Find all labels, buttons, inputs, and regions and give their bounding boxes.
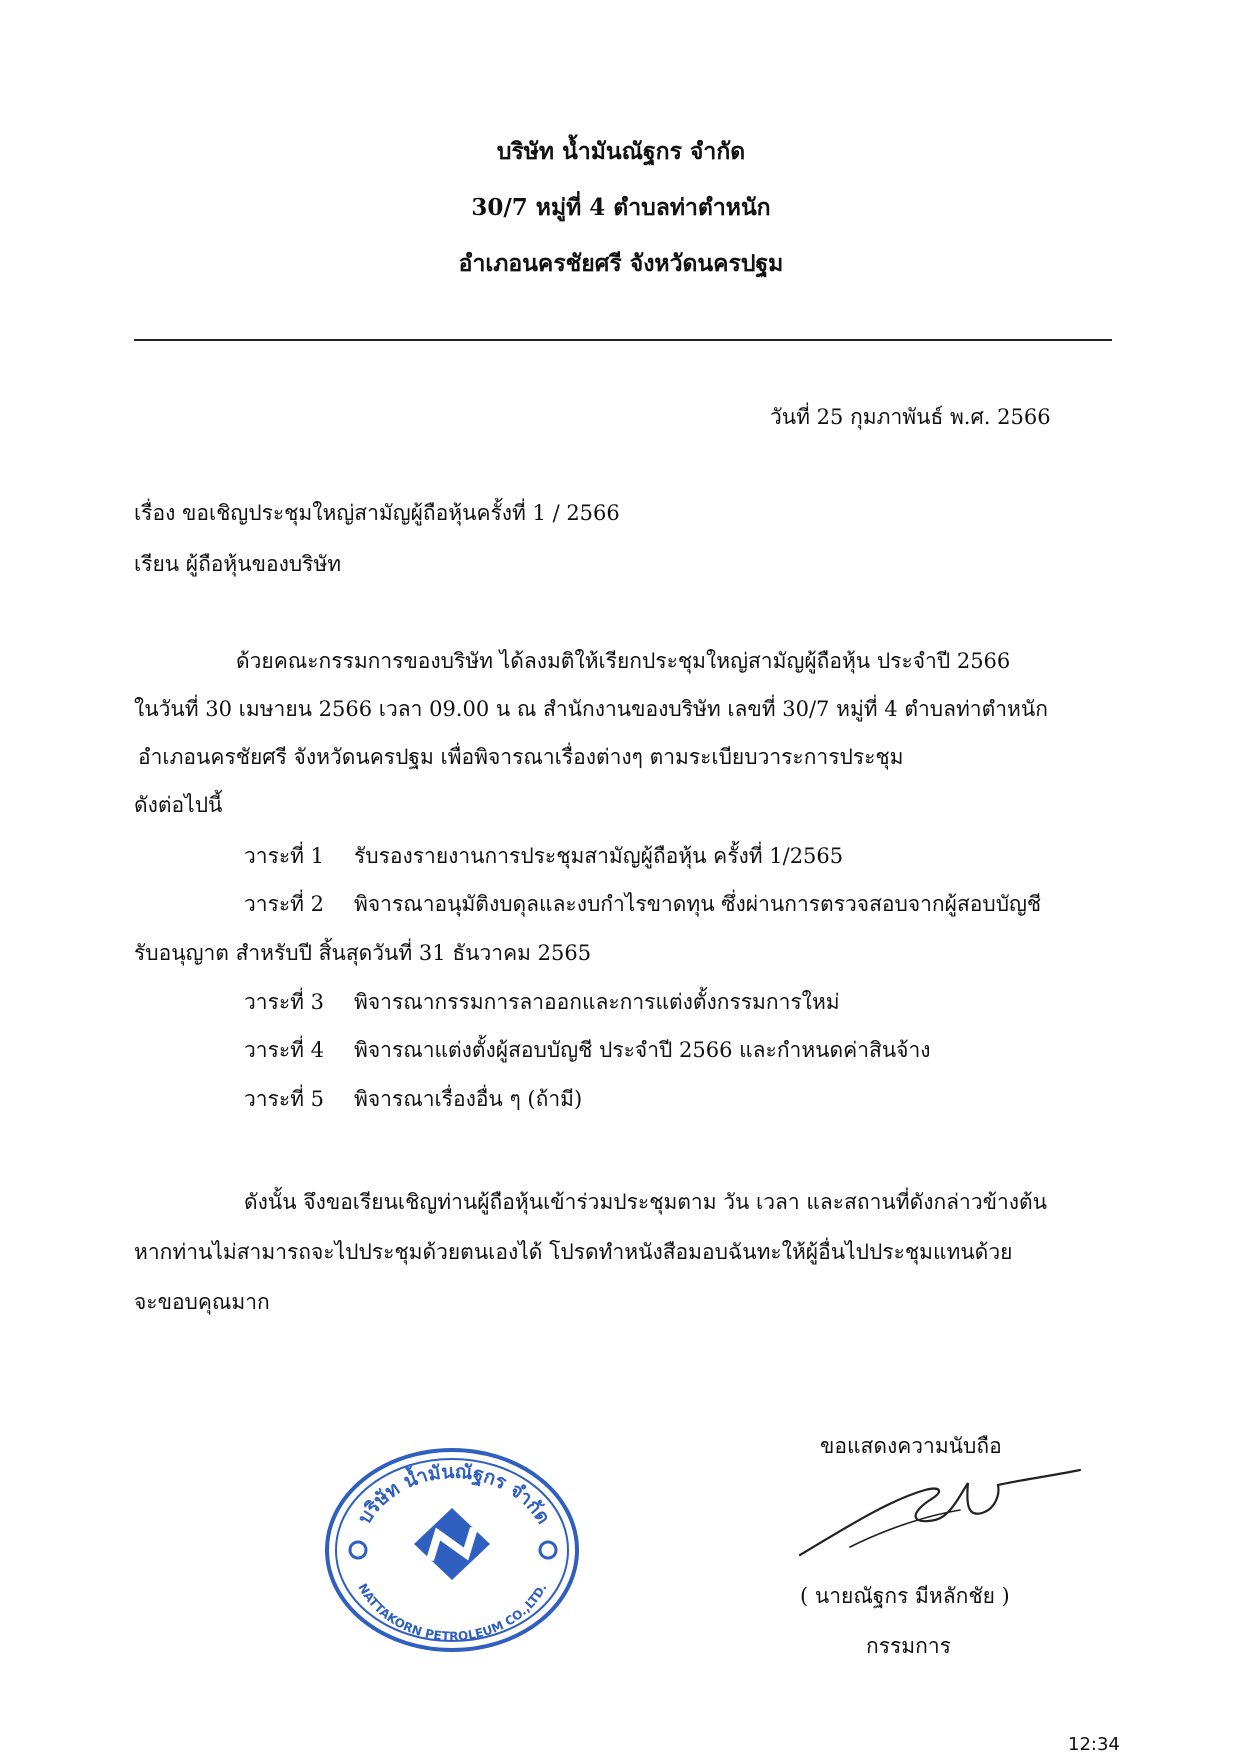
signature [790,1455,1090,1575]
agenda-2-text: พิจารณาอนุมัติงบดุลและงบกำไรขาดทุน ซึ่งผ่านการตรวจสอบจากผู้สอบบัญชี [354,892,1042,916]
letter-recipient: เรียน ผู้ถือหุ้นของบริษัท [134,552,342,576]
corner-mark: 12:34 [1068,1734,1120,1755]
stamp-bottom-text: NATTAKORN PETROLEUM CO.,LTD. [355,1581,550,1644]
agenda-4-label: วาระที่ 4 [244,1038,325,1062]
closing-line-2: หากท่านไม่สามารถจะไปประชุมด้วยตนเองได้ โปรดทำหนังสือมอบฉันทะให้ผู้อื่นไปประชุมแทนด้วย [134,1240,1013,1264]
agenda-3-text: พิจารณากรรมการลาออกและการแต่งตั้งกรรมการใหม่ [354,990,840,1014]
company-address-line1: 30/7 หมู่ที่ 4 ตำบลท่าตำหนัก [471,194,771,221]
agenda-2-label: วาระที่ 2 [244,892,325,916]
company-name: บริษัท น้ำมันณัฐกร จำกัด [496,138,746,165]
signer-name: ( นายณัฐกร มีหลักชัย ) [800,1584,1010,1608]
closing-line-3: จะขอบคุณมาก [134,1290,270,1314]
agenda-5-label: วาระที่ 5 [244,1087,325,1111]
company-address-line2: อำเภอนครชัยศรี จังหวัดนครปฐม [458,250,784,277]
company-stamp [320,1440,585,1655]
signer-title: กรรมการ [866,1634,951,1658]
agenda-3-label: วาระที่ 3 [244,990,325,1014]
body-line-2: ในวันที่ 30 เมษายน 2566 เวลา 09.00 น ณ สำนักงานของบริษัท เลขที่ 30/7 หมู่ที่ 4 ตำบลท่าตำหนัก [134,697,1048,721]
agenda-1-text: รับรองรายงานการประชุมสามัญผู้ถือหุ้น ครั้งที่ 1/2565 [354,844,844,868]
agenda-4-text: พิจารณาแต่งตั้งผู้สอบบัญชี ประจำปี 2566 และกำหนดค่าสินจ้าง [354,1038,931,1062]
closing-line-1: ดังนั้น จึงขอเรียนเชิญท่านผู้ถือหุ้นเข้าร่วมประชุมตาม วัน เวลา และสถานที่ดังกล่าวข้างต้น [244,1190,1048,1214]
agenda-1-label: วาระที่ 1 [244,844,325,868]
agenda-5-text: พิจารณาเรื่องอื่น ๆ (ถ้ามี) [354,1087,583,1111]
agenda-2-continued: รับอนุญาต สำหรับปี สิ้นสุดวันที่ 31 ธันวาคม 2565 [134,941,592,965]
letter-date: วันที่ 25 กุมภาพันธ์ พ.ศ. 2566 [770,405,1051,429]
header-divider [134,339,1112,341]
body-line-4: ดังต่อไปนี้ [134,793,223,817]
stamp-top-text: บริษัท น้ำมันณัฐกร จำกัด [353,1460,555,1528]
stamp-logo-icon [414,1508,490,1580]
signoff: ขอแสดงความนับถือ [820,1434,1002,1458]
body-line-3: อำเภอนครชัยศรี จังหวัดนครปฐม เพื่อพิจารณาเรื่องต่างๆ ตามระเบียบวาระการประชุม [138,745,904,769]
body-line-1: ด้วยคณะกรรมการของบริษัท ได้ลงมติให้เรียกประชุมใหญ่สามัญผู้ถือหุ้น ประจำปี 2566 [236,649,1011,673]
letter-subject: เรื่อง ขอเชิญประชุมใหญ่สามัญผู้ถือหุ้นครั้งที่ 1 / 2566 [134,501,620,525]
